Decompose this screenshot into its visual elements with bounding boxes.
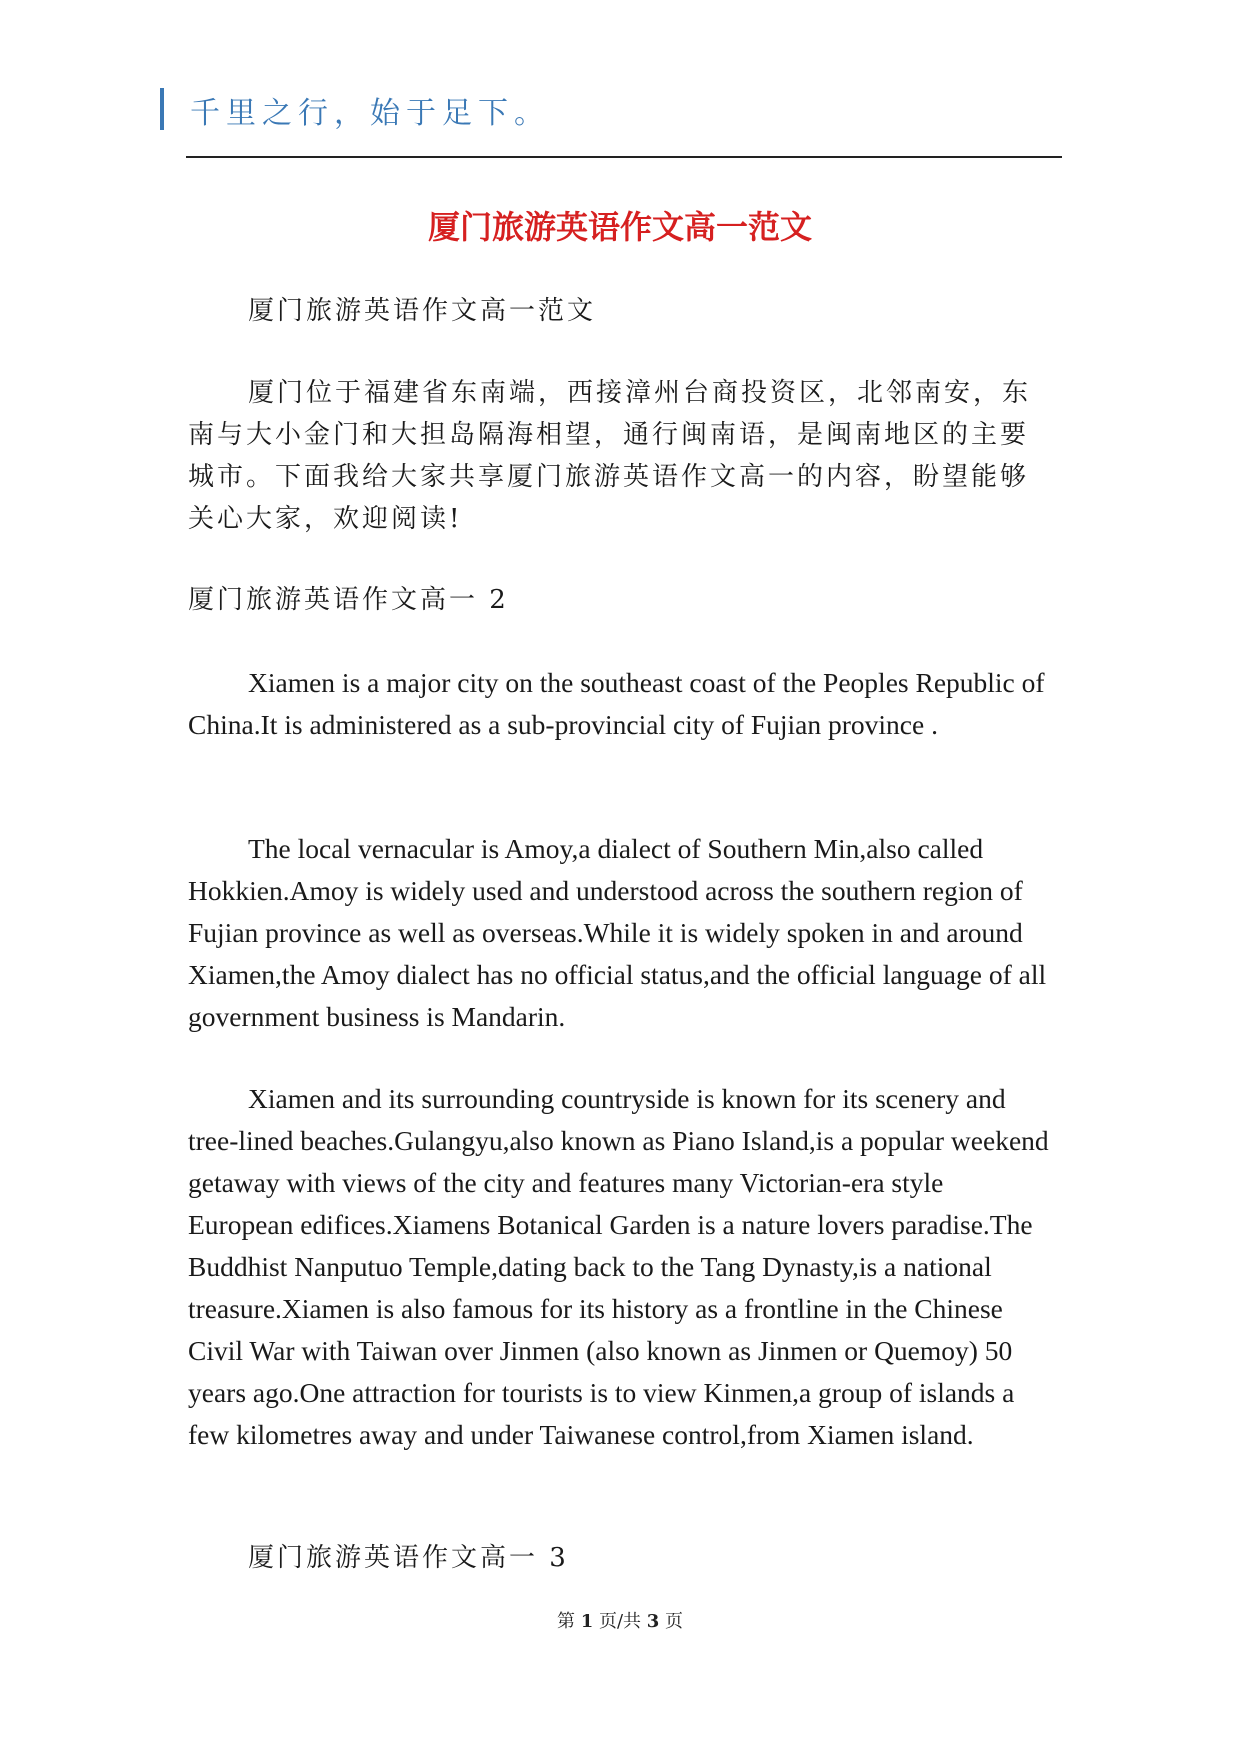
section-heading-3: 厦门旅游英语作文高一 3 — [248, 1543, 569, 1573]
english-paragraph-3: Xiamen and its surrounding countryside is known for its scenery and tree-lined beaches.Gulangyu,also known as Piano Island,is a popular weekend getaway with views of the city and features many Victorian-era style European edifices.Xiamens Botanical Garden is a nature lovers paradise.The Buddhist Nanputuo Temple,dating back to the Tang Dynasty,is a national treasure.Xiamen is also famous for its history as a frontline in the Chinese Civil War with Taiwan over Jinmen (also known as Jinmen or Quemoy) 50 years ago.One attraction for tourists is to view Kinmen,a group of islands a few kilometres away and under Taiwanese control,from Xiamen island. — [188, 1083, 1049, 1450]
header-accent-bar — [160, 88, 164, 130]
page-footer — [0, 1607, 1240, 1633]
footer-suffix: 页 — [665, 1611, 684, 1632]
footer-middle: 页/共 — [598, 1611, 642, 1632]
footer-total-pages: 3 — [646, 1611, 660, 1632]
footer-current-page: 1 — [580, 1611, 594, 1632]
document-subtitle: 厦门旅游英语作文高一范文 — [248, 296, 597, 326]
intro-paragraph: 厦门位于福建省东南端，西接漳州台商投资区，北邻南安，东南与大小金门和大担岛隔海相望，通行闽南语，是闽南地区的主要城市。下面我给大家共享厦门旅游英语作文高一的内容，盼望能够关心大家，欢迎阅读! — [188, 378, 1032, 534]
english-paragraph-1: Xiamen is a major city on the southeast coast of the Peoples Republic of China.It is administered as a sub-provincial city of Fujian province . — [188, 667, 1045, 740]
section-heading-2: 厦门旅游英语作文高一 2 — [188, 585, 509, 615]
footer-prefix: 第 — [556, 1611, 575, 1632]
english-paragraph-2: The local vernacular is Amoy,a dialect of Southern Min,also called Hokkien.Amoy is widely used and understood across the southern region of Fujian province as well as overseas.While it is widely spoken in and around Xiamen,the Amoy dialect has no official status,and the official language of all government business is Mandarin. — [188, 833, 1047, 1032]
header-motto: 千里之行，始于足下。 — [190, 96, 550, 131]
document-title: 厦门旅游英语作文高一范文 — [427, 208, 812, 246]
header-divider — [186, 156, 1062, 158]
